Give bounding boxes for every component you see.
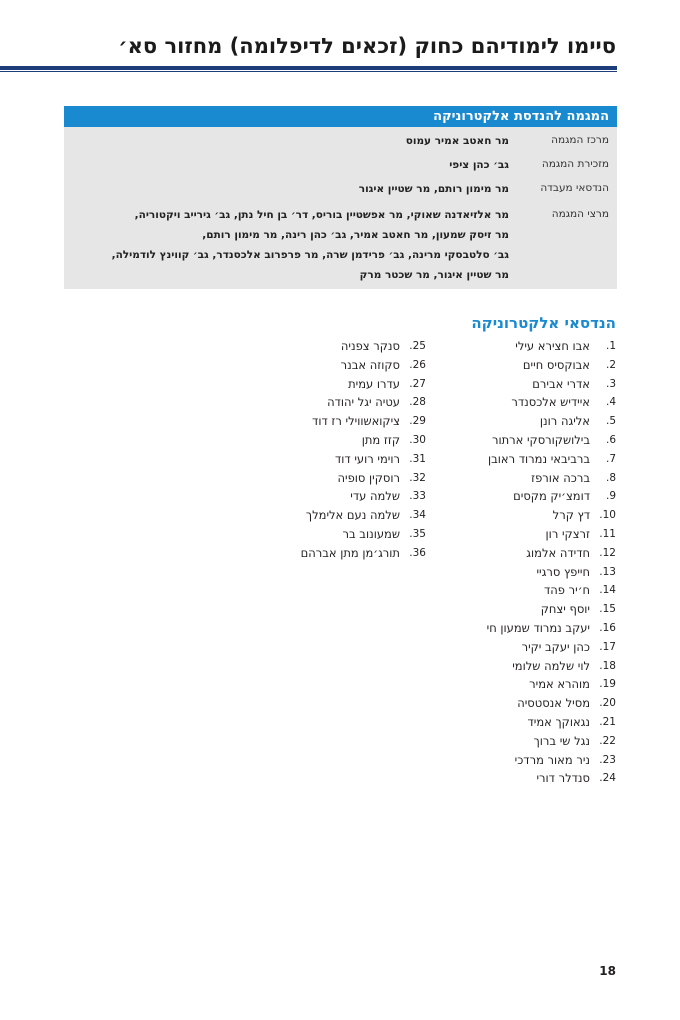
graduate-name: בילושקורסקי ארתור [491,432,590,447]
item-number: 6. [605,433,616,446]
graduate-name: מוהרא אמיר [529,677,590,692]
info-label: הנדסאי מעבדה [540,182,609,194]
item-number: 27. [409,377,426,390]
graduates-list-column-1 [456,337,616,788]
graduate-name: שלמה נעם אלימלך [305,508,400,523]
graduate-name: אבו חצירא עילי [515,339,590,353]
graduate-name: סנקר צפניה [340,339,400,353]
item-number: 2. [605,358,616,371]
graduate-item [266,525,426,544]
header-rule-thin [0,71,617,72]
item-number: 28. [409,396,426,409]
graduate-item [266,393,426,412]
graduate-name: שלמה עדי [350,489,400,504]
graduate-item [456,525,616,544]
graduate-item [266,506,426,525]
graduate-item [456,694,616,713]
graduate-item [456,732,616,751]
graduate-item [266,469,426,488]
item-number: 19. [599,678,616,691]
graduate-name: איידיש אלכסנדר [511,395,590,410]
header-rule [0,66,617,70]
info-value: מר חאטב אמיר עמוס [405,135,509,147]
graduate-item [456,506,616,525]
item-number: 21. [599,715,616,728]
graduate-name: שמעונוב בר [342,526,400,541]
graduate-name: רוימי רועי דוד [335,451,400,466]
graduate-item [266,487,426,506]
graduate-item [456,563,616,582]
info-value: גב׳ כהן ציפי [449,159,509,171]
graduate-name: ניר מאור מרדכי [514,752,590,767]
graduate-item [456,675,616,694]
section-title: הנדסאי אלקטרוניקה [471,314,616,332]
lecturers-line: מר אלזיאדנה שאוקי, מר אפשטיין בוריס, דר׳ בן חיל נתן, גב׳ גירייב ויקטוריה, [134,209,509,221]
item-number: 4. [605,396,616,409]
info-label: מרצי המגמה [551,208,609,220]
item-number: 16. [599,621,616,634]
item-number: 13. [599,565,616,578]
graduate-name: לוי שלמה שלומי [512,658,590,673]
graduate-name: מסיל אנסטסיה [517,696,590,711]
graduate-item [266,412,426,431]
graduate-item [266,450,426,469]
lecturers-line: מר שטיין איגור, מר שכטר מרק [359,269,509,281]
graduate-name: אליגה רונן [539,414,590,429]
graduate-name: יעקב נמרוד שמעון חי [486,620,590,635]
graduate-name: עדרו עמית [348,376,400,391]
item-number: 12. [599,546,616,559]
graduate-item [456,619,616,638]
graduate-item [456,375,616,394]
graduate-name: סנדלר דורי [536,771,590,786]
item-number: 29. [409,415,426,428]
graduate-name: ציקואשווילי רז דוד [312,414,400,429]
graduate-item [456,469,616,488]
item-number: 10. [599,509,616,522]
item-number: 1. [605,340,616,352]
graduate-item [456,431,616,450]
info-label: מרכז המגמה [551,134,609,146]
item-number: 22. [599,734,616,747]
graduate-item [456,600,616,619]
graduate-item [456,769,616,788]
graduate-item [266,375,426,394]
item-number: 8. [605,471,616,484]
graduate-item [456,487,616,506]
graduate-name: רוסקין סופיה [337,470,400,485]
item-number: 30. [409,433,426,446]
item-number: 14. [599,584,616,597]
graduate-name: חייפץ סרגיי [536,564,590,579]
graduate-name: זרצקי רון [545,526,590,541]
item-number: 24. [599,772,616,785]
page-number: 18 [599,964,616,978]
item-number: 3. [605,377,616,390]
lecturers-line: גב׳ סלטבסקי מרינה, גב׳ פרידמן שרה, מר פרפרוב אלכסנדר, גב׳ קווינץ לודמילה, [111,249,509,261]
graduate-item [266,356,426,375]
graduate-item [456,657,616,676]
graduate-item [456,581,616,600]
graduate-name: כהן יעקב יקיר [521,639,590,654]
item-number: 9. [605,490,616,503]
item-number: 32. [409,471,426,484]
graduate-name: נגאוקך אמיד [527,714,590,729]
item-number: 35. [409,527,426,540]
graduate-item [456,638,616,657]
graduate-name: אדרי אבירם [532,376,590,391]
graduate-name: דץ קרל [552,508,590,523]
item-number: 5. [605,415,616,428]
graduate-name: ח׳יר פהד [544,583,590,598]
item-number: 20. [599,697,616,710]
graduate-name: תורג׳מן מתן אברהם [300,545,400,560]
graduate-item [266,431,426,450]
graduate-name: יוסף יצחק [540,602,590,617]
graduate-item [266,544,426,563]
graduate-item [456,450,616,469]
item-number: 15. [599,603,616,616]
lecturers-line: מר זיסק שמעון, מר חאטב אמיר, גב׳ כהן רינה, מר מימון רותם, [202,229,509,241]
item-number: 25. [409,340,426,352]
item-number: 17. [599,640,616,653]
item-number: 33. [409,490,426,503]
graduate-name: סקוזה אבנר [340,357,400,372]
graduate-name: נגל שי ברוך [533,733,590,748]
page-title: סיימו לימודיהם כחוק (זכאים לדיפלומה) מחזור סא׳ [118,34,616,58]
graduate-item [456,544,616,563]
major-info-box [64,106,617,289]
item-number: 11. [599,527,616,540]
graduate-name: דומצ׳יק מקסים [513,489,590,504]
item-number: 34. [409,509,426,522]
graduate-item [456,337,616,356]
item-number: 23. [599,753,616,766]
info-label: מזכירת המגמה [541,158,609,170]
item-number: 36. [409,546,426,559]
major-header: המגמה להנדסת אלקטרוניקה [64,106,617,127]
item-number: 18. [599,659,616,672]
info-value: מר מימון רותם, מר שטיין איגור [358,183,509,195]
graduate-item [456,751,616,770]
graduate-item [456,393,616,412]
graduate-item [456,713,616,732]
graduate-item [456,356,616,375]
item-number: 26. [409,358,426,371]
graduate-name: חדידה אלמוג [526,545,590,560]
item-number: 7. [605,452,616,465]
lecturers-list [69,205,509,285]
item-number: 31. [409,452,426,465]
graduate-item [266,337,426,356]
graduate-name: קזז מתן [361,432,400,447]
graduate-name: ברביבאי נמרוד ראובן [488,451,590,466]
graduate-item [456,412,616,431]
graduate-name: אבוקסיס חיים [522,357,590,372]
graduate-name: ברכה אורפז [531,470,590,485]
graduate-name: עטיה יגל יהודה [327,395,400,410]
graduates-list-column-2 [266,337,426,563]
